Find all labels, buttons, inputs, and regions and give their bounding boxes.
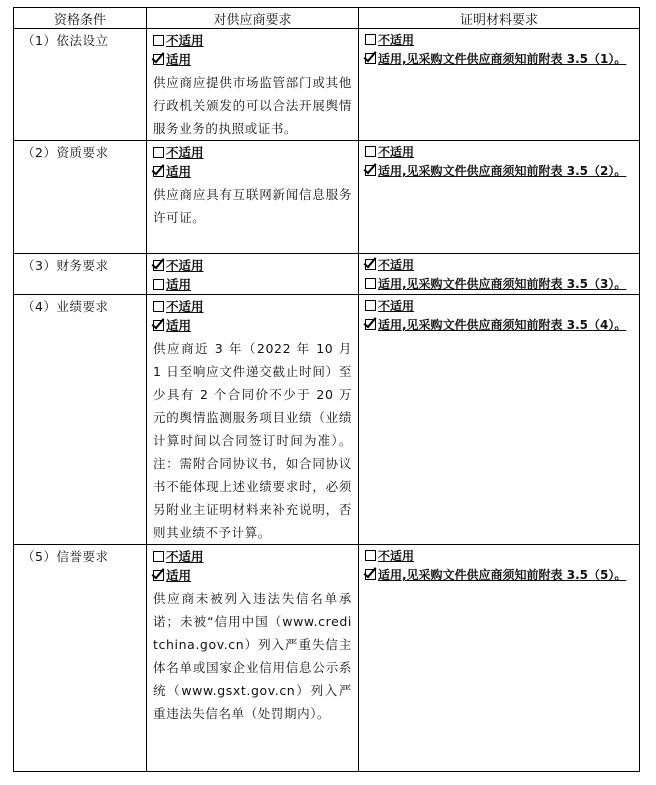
header-condition: 资格条件 xyxy=(14,8,147,29)
unchecked-option xyxy=(153,31,352,50)
condition-cell: （5）信誉要求 xyxy=(14,545,147,772)
proof-requirement-cell xyxy=(359,545,640,772)
unchecked-option xyxy=(365,275,635,294)
checked-option xyxy=(153,256,352,275)
option-label: 适用 xyxy=(166,318,192,333)
checked-box-icon xyxy=(153,570,164,581)
option-label: 不适用 xyxy=(166,258,204,273)
checkbox-icon xyxy=(365,146,376,157)
supplier-requirement-cell xyxy=(147,254,359,295)
unchecked-option xyxy=(153,275,352,294)
checked-option xyxy=(153,162,352,181)
header-proof-requirement: 证明材料要求 xyxy=(359,8,640,29)
checkbox-icon xyxy=(153,301,164,312)
checked-option xyxy=(153,50,352,69)
checked-option xyxy=(365,162,635,181)
option-label: 不适用 xyxy=(378,258,415,272)
requirement-description: 供应商应具有互联网新闻信息服务许可证。 xyxy=(153,187,352,225)
requirement-description: 供应商应提供市场监管部门或其他行政机关颁发的可以合法开展舆情服务业务的执照或证书。 xyxy=(153,75,352,136)
option-label: 适用,见采购文件供应商须知前附表 3.5（2）。 xyxy=(378,164,627,178)
supplier-requirement-cell xyxy=(147,29,359,141)
option-label: 不适用 xyxy=(166,299,204,314)
unchecked-option xyxy=(365,143,635,162)
condition-cell: （3）财务要求 xyxy=(14,254,147,295)
option-label: 不适用 xyxy=(166,549,204,564)
condition-cell: （2）资质要求 xyxy=(14,141,147,254)
table-row xyxy=(14,295,640,545)
table-row xyxy=(14,254,640,295)
proof-requirement-cell xyxy=(359,254,640,295)
option-label: 不适用 xyxy=(378,33,415,47)
qualification-table xyxy=(13,7,640,772)
checked-option xyxy=(153,316,352,335)
checkbox-icon xyxy=(365,278,376,289)
unchecked-option xyxy=(365,547,635,566)
supplier-requirement-cell xyxy=(147,141,359,254)
option-label: 适用 xyxy=(166,52,192,67)
checked-option xyxy=(153,566,352,585)
checked-box-icon xyxy=(153,320,164,331)
checked-option xyxy=(365,566,635,585)
checkbox-icon xyxy=(365,550,376,561)
checkbox-icon xyxy=(365,300,376,311)
checked-option xyxy=(365,316,635,335)
table-row xyxy=(14,141,640,254)
option-label: 适用 xyxy=(166,568,192,583)
checked-box-icon xyxy=(153,166,164,177)
proof-requirement-cell xyxy=(359,295,640,545)
checked-box-icon xyxy=(365,53,376,64)
option-label: 不适用 xyxy=(166,33,204,48)
checkbox-icon xyxy=(153,147,164,158)
unchecked-option xyxy=(153,297,352,316)
unchecked-option xyxy=(153,547,352,566)
proof-requirement-cell xyxy=(359,141,640,254)
option-label: 不适用 xyxy=(378,145,415,159)
option-label: 不适用 xyxy=(378,549,415,563)
option-label: 适用 xyxy=(166,164,192,179)
unchecked-option xyxy=(153,143,352,162)
checkbox-icon xyxy=(153,279,164,290)
table-row xyxy=(14,29,640,141)
checked-option xyxy=(365,256,635,275)
supplier-requirement-cell xyxy=(147,545,359,772)
condition-cell: （1）依法设立 xyxy=(14,29,147,141)
checked-box-icon xyxy=(153,54,164,65)
checked-box-icon xyxy=(153,260,164,271)
header-supplier-requirement: 对供应商要求 xyxy=(147,8,359,29)
unchecked-option xyxy=(365,31,635,50)
proof-requirement-cell xyxy=(359,29,640,141)
requirement-description: 供应商未被列入违法失信名单承诺；未被“信用中国（www.creditchina.gov.cn）列入严重失信主体名单或国家企业信用信息公示系统（www.gsxt.gov.cn）列入严重违法失信名单（处罚期内）。 xyxy=(153,591,352,721)
option-label: 适用,见采购文件供应商须知前附表 3.5（4）。 xyxy=(378,318,627,332)
checkbox-icon xyxy=(153,551,164,562)
checked-box-icon xyxy=(365,569,376,580)
supplier-requirement-cell xyxy=(147,295,359,545)
requirement-description: 供应商近 3 年（2022 年 10 月 1 日至响应文件递交截止时间）至少具有 2 个合同价不少于 20 万元的舆情监测服务项目业绩（业绩计算时间以合同签订时间为准）。注：需附合同协议书，如合同协议书不能体现上述业绩要求时，必须另附业主证明材料来补充说明，否则其业绩不予计算。 xyxy=(153,341,352,540)
checked-box-icon xyxy=(365,319,376,330)
option-label: 适用,见采购文件供应商须知前附表 3.5（5）。 xyxy=(378,568,627,582)
option-label: 不适用 xyxy=(166,145,204,160)
unchecked-option xyxy=(365,297,635,316)
checked-option xyxy=(365,50,635,69)
table-row xyxy=(14,545,640,772)
option-label: 适用,见采购文件供应商须知前附表 3.5（1）。 xyxy=(378,52,627,66)
option-label: 适用,见采购文件供应商须知前附表 3.5（3）。 xyxy=(378,277,627,291)
checkbox-icon xyxy=(365,34,376,45)
checked-box-icon xyxy=(365,165,376,176)
option-label: 适用 xyxy=(166,277,192,292)
checked-box-icon xyxy=(365,259,376,270)
condition-cell: （4）业绩要求 xyxy=(14,295,147,545)
checkbox-icon xyxy=(153,35,164,46)
header-row xyxy=(14,8,640,29)
option-label: 不适用 xyxy=(378,299,415,313)
